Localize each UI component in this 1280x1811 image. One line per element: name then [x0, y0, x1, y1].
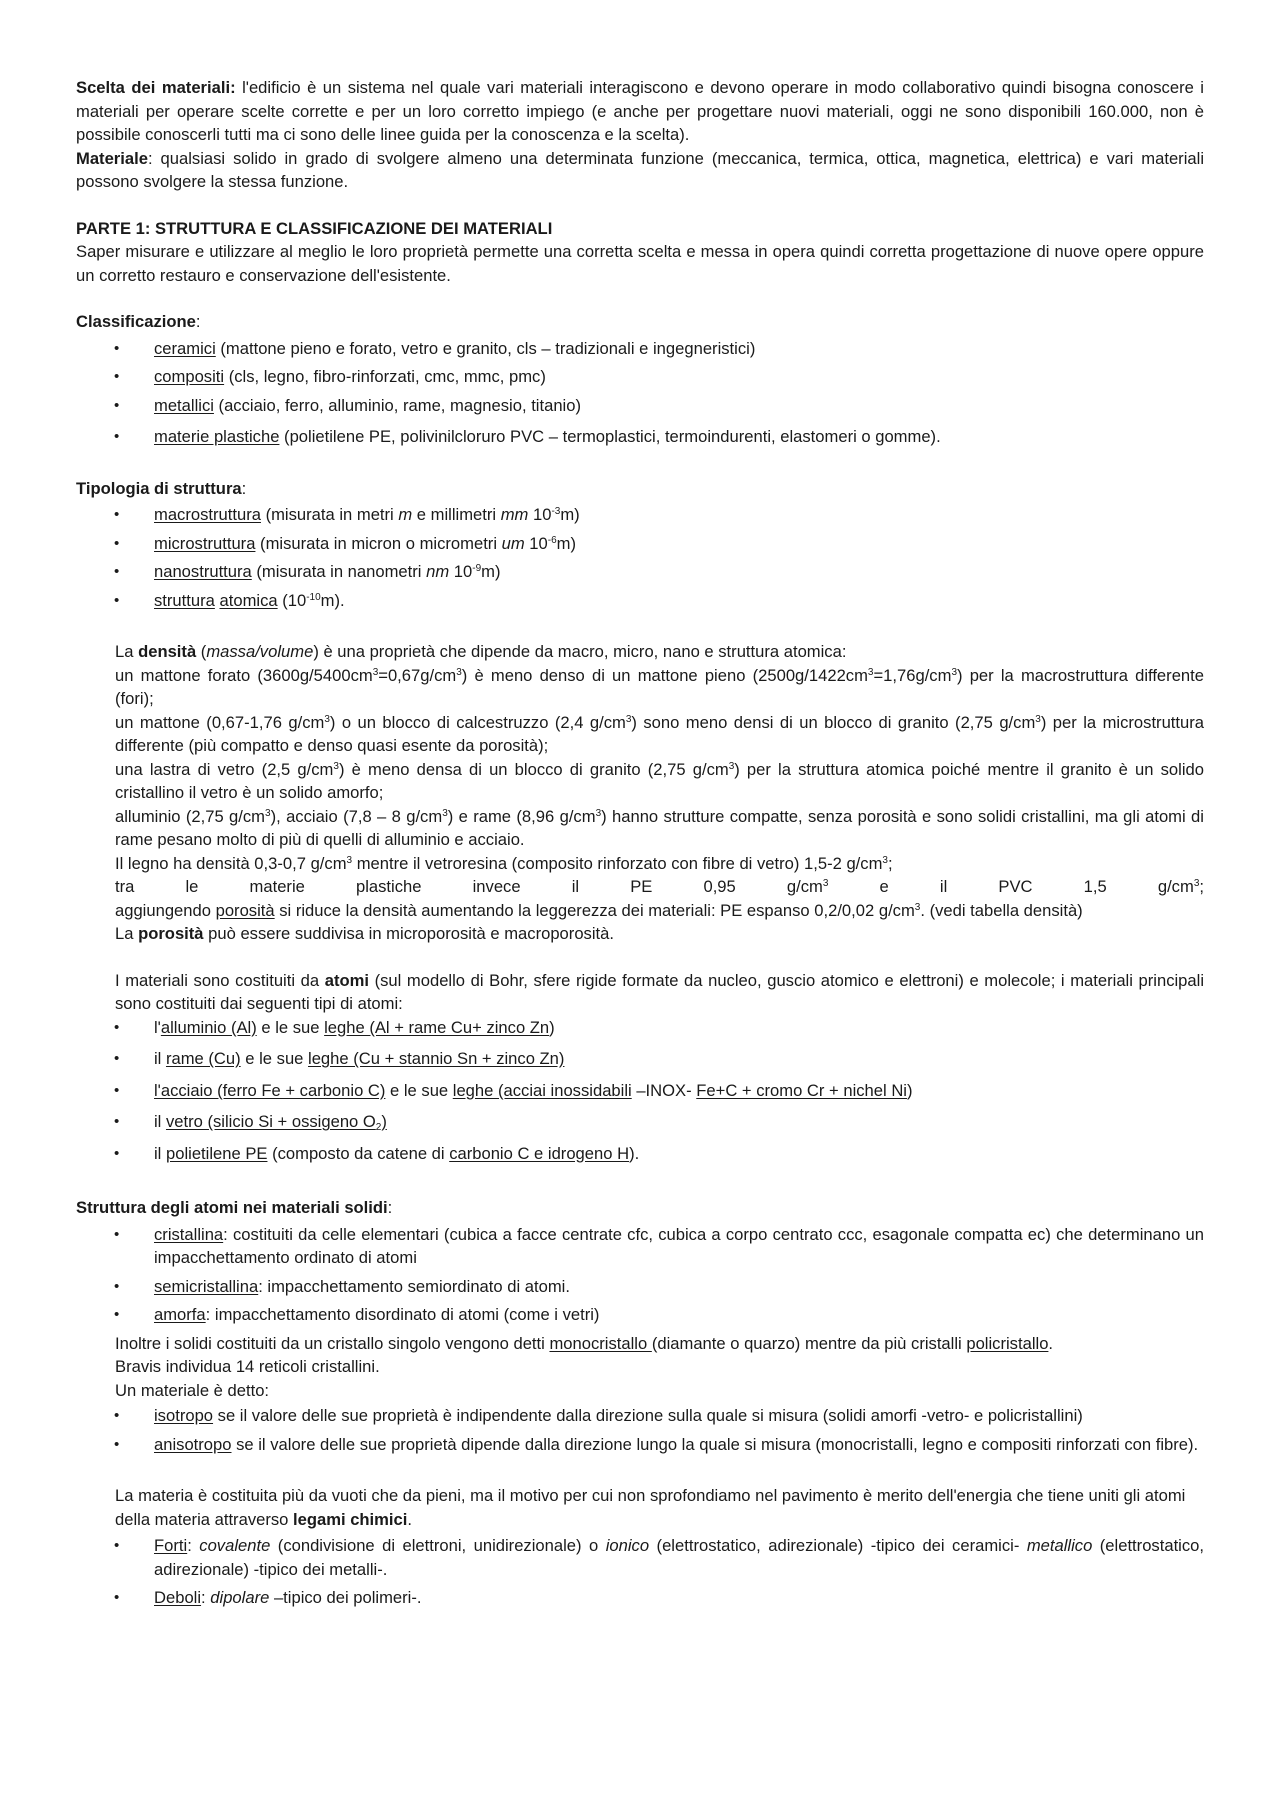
list-item: • il polietilene PE (composto da catene di carbonio C e idrogeno H).: [76, 1142, 1204, 1166]
struttura-heading: Struttura degli atomi nei materiali solidi:: [76, 1198, 393, 1217]
intro-paragraph: [76, 76, 1204, 147]
list-item: • nanostruttura (misurata in nanometri nm $10^{-9}m$): [76, 560, 1204, 584]
atomi-list: [76, 1016, 1204, 1166]
scelta-text: l'edificio è un sistema nel quale vari materiali interagiscono e devono operare in modo collaborativo quindi bisogna conoscere i materiali per operare scelte corrette e per un loro corretto impiego (e anche per progettare nuovi materiali, oggi ne sono disponibili 160.000, non è possibile conoscerli tutti ma ci sono delle linee guida per la conoscenza e la scelta).: [76, 78, 1204, 144]
materiale-label: Materiale: [76, 148, 148, 168]
densita-vetro: una lastra di vetro (2,5 $g/cm^3$) è meno densa di un blocco di granito (2,75 $g/cm^3$) per la struttura atomica poiché mentre il granito è un solido cristallino il vetro è un solido amorfo;: [115, 759, 1204, 802]
materiale-detto: Un materiale è detto:: [115, 1380, 270, 1400]
materiale-text: : qualsiasi solido in grado di svolgere almeno una determinata funzione (meccanica, termica, ottica, magnetica, elettrica) e vari materiali possono svolgere la stessa funzione.: [76, 148, 1204, 191]
list-item: • il vetro (silicio Si + ossigeno $O_2$): [76, 1110, 1204, 1134]
densita-plastiche: tra le materie plastiche invece il PE 0,95 $g/cm^3$ e il PVC 1,5 $g/cm^3$;: [115, 877, 1204, 896]
struttura-list: [76, 1223, 1204, 1327]
list-item: • l'alluminio (Al) e le sue leghe (Al + rame Cu+ zinco Zn): [76, 1016, 1204, 1040]
legami-section: [76, 1484, 1204, 1531]
list-item: • l'acciaio (ferro Fe + carbonio C) e le sue leghe (acciai inossidabili –INOX- Fe+C + cromo Cr + nichel Ni): [76, 1079, 1204, 1103]
list-item: • cristallina: costituiti da celle elementari (cubica a facce centrate cfc, cubica a corpo centrato ccc, esagonale compatta ec) che determinano un impacchettamento ordinato di atomi: [76, 1223, 1204, 1270]
densita-intro: La densità (massa/volume) è una proprietà che dipende da macro, micro, nano e struttura atomica:: [115, 642, 847, 661]
densita-metalli: alluminio (2,75 $g/cm^3$), acciaio (7,8 – 8 $g/cm^3$) e rame (8,96 $g/cm^3$) hanno strutture compatte, senza porosità e sono solidi cristallini, ma gli atomi di rame pesano molto di più di quelli di alluminio e acciaio.: [115, 806, 1204, 849]
densita-section: [76, 640, 1204, 946]
parte1-text: Saper misurare e utilizzare al meglio le loro proprietà permette una corretta scelta e messa in opera quindi corretta progettazione di nuove opere oppure un corretto restauro e conservazione dell'esistente.: [76, 242, 1204, 285]
parte1-heading: PARTE 1: STRUTTURA E CLASSIFICAZIONE DEI MATERIALI: [76, 218, 553, 238]
list-item: • anisotropo se il valore delle sue proprietà dipende dalla direzione lungo la quale si misura (monocristalli, legno e compositi rinforzati con fibre).: [76, 1433, 1204, 1457]
list-item: • il rame (Cu) e le sue leghe (Cu + stannio Sn + zinco Zn): [76, 1047, 1204, 1071]
list-item: • semicristallina: impacchettamento semiordinato di atomi.: [76, 1275, 1204, 1299]
legami-paragraph: La materia è costituita più da vuoti che da pieni, ma il motivo per cui non sprofondiamo nel pavimento è merito dell'energia che tiene uniti gli atomi della materia attraverso legami chimici.: [115, 1486, 1186, 1529]
list-item: • metallici (acciaio, ferro, alluminio, rame, magnesio, titanio): [76, 394, 1204, 418]
tipologia-list: [76, 503, 1204, 612]
legami-list: [76, 1534, 1204, 1610]
isotropo-list: [76, 1404, 1204, 1456]
list-item: • compositi (cls, legno, fibro-rinforzati, cmc, mmc, pmc): [76, 365, 1204, 389]
bravis-paragraph: Bravis individua 14 reticoli cristallini.: [115, 1357, 380, 1376]
list-item: • microstruttura (misurata in micron o micrometri um $10^{-6}m$): [76, 532, 1204, 556]
densita-porosita: aggiungendo porosità si riduce la densità aumentando la leggerezza dei materiali: PE espanso 0,2/0,02 $g/cm^3$. (vedi tabella densità): [115, 900, 1083, 920]
list-item: • amorfa: impacchettamento disordinato di atomi (come i vetri): [76, 1303, 1204, 1327]
list-item: • Deboli: dipolare –tipico dei polimeri-.: [76, 1586, 1204, 1610]
list-item: • isotropo se il valore delle sue proprietà è indipendente dalla direzione sulla quale si misura (solidi amorfi -vetro- e policristallini): [76, 1404, 1204, 1428]
struttura-notes: [76, 1332, 1204, 1403]
list-item: • materie plastiche (polietilene PE, polivinilcloruro PVC – termoplastici, termoindurenti, elastomeri o gomme).: [76, 425, 1204, 449]
densita-mattone: un mattone (0,67-1,76 $g/cm^3$) o un blocco di calcestruzzo (2,4 $g/cm^3$) sono meno densi di un blocco di granito (2,75 $g/cm^3$) per la microstruttura differente (più compatto e denso quasi esente da porosità);: [115, 712, 1205, 755]
porosita-paragraph: La porosità può essere suddivisa in microporosità e macroporosità.: [115, 924, 614, 943]
scelta-label: Scelta dei materiali:: [76, 78, 236, 97]
list-item: • ceramici (mattone pieno e forato, vetro e granito, cls – tradizionali e ingegneristici): [76, 337, 1204, 361]
list-item: • struttura atomica $(10^{-10}m)$.: [76, 589, 1204, 613]
densita-legno: Il legno ha densità 0,3-0,7 $g/cm^3$ mentre il vetroresina (composito rinforzato con fibre di vetro) 1,5-2 $g/cm^3$;: [115, 853, 893, 873]
list-item: • Forti: covalente (condivisione di elettroni, unidirezionale) o ionico (elettrostatico, adirezionale) -tipico dei ceramici- metallico (elettrostatico, adirezionale) -tipico dei metalli-.: [76, 1534, 1204, 1581]
classificazione-heading: Classificazione:: [76, 312, 201, 331]
materiale-paragraph: [76, 147, 1204, 194]
densita-mattone-forato: un mattone forato $(3600g/5400cm^3=0,67g/cm^3)$ è meno denso di un mattone pieno $(2500g/1422cm^3=1,76g/cm^3)$ per la macrostruttura differente (fori);: [115, 665, 1204, 708]
atomi-paragraph: I materiali sono costituiti da atomi (sul modello di Bohr, sfere rigide formate da nucleo, guscio atomico e elettroni) e molecole; i materiali principali sono costituiti dai seguenti tipi di atomi:: [115, 970, 1205, 1013]
atomi-section: [76, 969, 1204, 1016]
list-item: • macrostruttura (misurata in metri m e millimetri mm $10^{-3}m$): [76, 503, 1204, 527]
classificazione-list: [76, 337, 1204, 449]
tipologia-heading: Tipologia di struttura:: [76, 478, 247, 498]
monocristallo-paragraph: Inoltre i solidi costituiti da un cristallo singolo vengono detti monocristallo (diamante o quarzo) mentre da più cristalli policristallo.: [115, 1333, 1054, 1353]
